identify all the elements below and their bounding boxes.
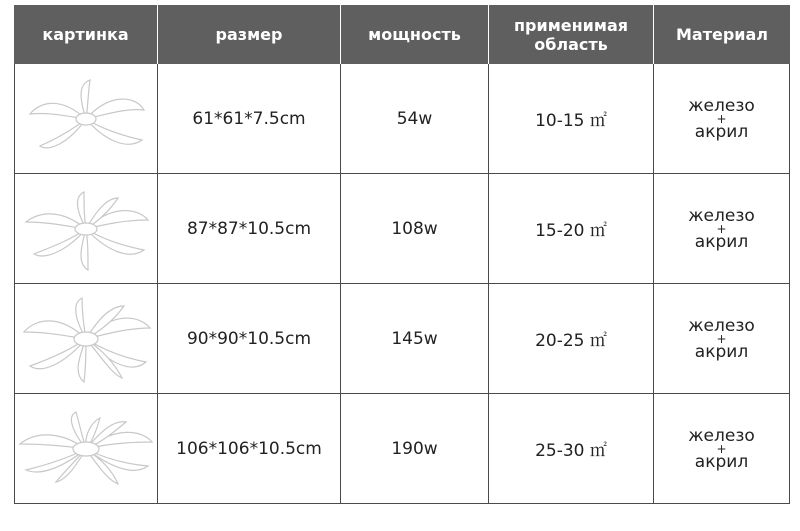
table-header	[14, 5, 790, 64]
material-top: железо	[688, 95, 755, 116]
table-row	[14, 174, 790, 284]
table-row	[14, 394, 790, 504]
header-area-line2: область	[534, 34, 608, 54]
size-cell: 106*106*10.5cm	[158, 394, 341, 503]
header-material: Материал	[675, 25, 769, 44]
ceiling-lamp-icon	[18, 294, 154, 384]
power-cell: 190w	[341, 394, 489, 503]
table-row	[14, 64, 790, 174]
header-power: мощность	[341, 5, 489, 64]
material-plus: +	[716, 441, 727, 456]
spec-table	[14, 5, 790, 504]
area-cell: 20-25 ㎡	[489, 284, 654, 393]
lamp-image	[14, 64, 158, 173]
ceiling-lamp-icon	[18, 74, 154, 164]
material-bottom: акрил	[694, 451, 749, 472]
power-cell: 145w	[341, 284, 489, 393]
material-top: железо	[688, 425, 755, 446]
header-area	[489, 5, 654, 64]
material-bottom: акрил	[694, 341, 749, 362]
material-plus: +	[716, 331, 727, 346]
size-cell: 90*90*10.5cm	[158, 284, 341, 393]
material-plus: +	[716, 221, 727, 236]
ceiling-lamp-icon	[18, 404, 154, 494]
size-cell: 61*61*7.5cm	[158, 64, 341, 173]
lamp-image	[14, 284, 158, 393]
header-size: размер	[158, 5, 341, 64]
lamp-image	[14, 394, 158, 503]
material-plus: +	[716, 111, 727, 126]
material-bottom: акрил	[694, 231, 749, 252]
material-cell	[654, 174, 790, 283]
material-top: железо	[688, 315, 755, 336]
header-area-line1: применимая	[513, 15, 629, 35]
power-cell: 54w	[341, 64, 489, 173]
area-cell: 10-15 ㎡	[489, 64, 654, 173]
material-cell	[654, 284, 790, 393]
material-cell	[654, 394, 790, 503]
table-row	[14, 284, 790, 394]
material-cell	[654, 64, 790, 173]
header-picture: картинка	[14, 5, 158, 64]
material-bottom: акрил	[694, 121, 749, 142]
size-cell: 87*87*10.5cm	[158, 174, 341, 283]
area-cell: 15-20 ㎡	[489, 174, 654, 283]
material-top: железо	[688, 205, 755, 226]
area-cell: 25-30 ㎡	[489, 394, 654, 503]
ceiling-lamp-icon	[18, 184, 154, 274]
power-cell: 108w	[341, 174, 489, 283]
lamp-image	[14, 174, 158, 283]
